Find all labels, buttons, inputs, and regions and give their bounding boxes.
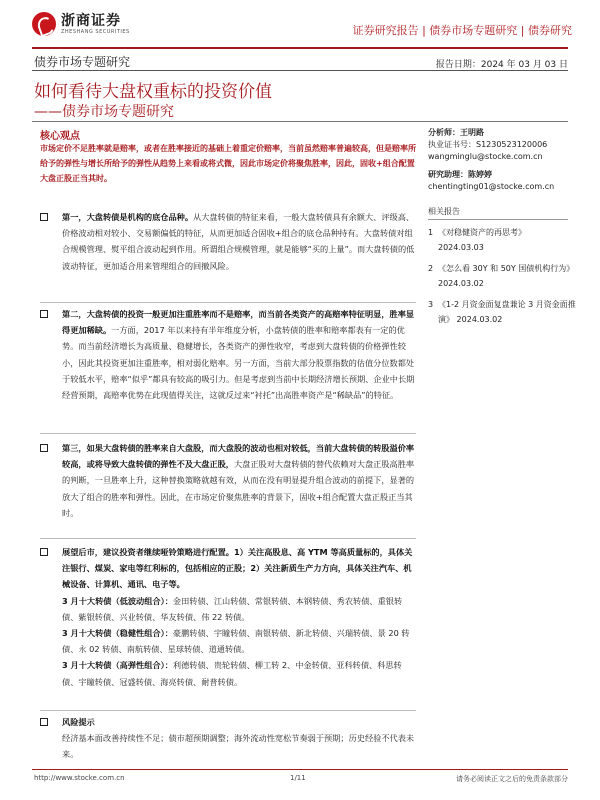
bullet-icon <box>40 444 48 452</box>
assistant-info <box>428 169 578 193</box>
related-divider <box>428 219 568 220</box>
header-category-nav: 证券研究报告 | 债券市场专题研究 | 债券研究 <box>352 24 572 37</box>
outlook-paragraph <box>40 544 416 690</box>
bullet-icon <box>40 310 48 318</box>
related-report-item[interactable]: 2 《怎么看 30Y 和 50Y 国债机构行为》 2024.03.02 <box>428 264 575 288</box>
report-date: 报告日期：2024 年 03 月 03 日 <box>435 60 568 70</box>
report-section-tag: 债券市场专题研究 <box>34 55 131 69</box>
page-header <box>0 0 600 46</box>
section-divider <box>40 538 416 539</box>
report-subtitle: ——债券市场专题研究 <box>34 104 174 120</box>
brand-name-cn: 浙商证券 <box>61 12 121 29</box>
related-report-date: 2024.03.03 <box>438 243 484 252</box>
assistant-label: 研究助理： <box>428 170 468 179</box>
section-divider <box>40 433 416 434</box>
related-report-date: 2024.03.02 <box>438 279 484 288</box>
title-divider-top <box>32 70 568 71</box>
logo-icon <box>32 12 56 36</box>
title-divider-bottom <box>32 121 568 122</box>
portfolio-label: 3 月十大转债（低波动组合）： <box>62 595 173 606</box>
paragraph-body: 从大盘转债的特征来看，一般大盘转债具有余额大、评级高、价格波动相对较小、交易额偏低的特征，从而更加适合固收+组合的底仓品种持有。大盘转债对组合规模管理、熨平组合波动起到作用。所谓组合规模管理，就是能够“买的上量”。而大盘转债的低波动特征，更加适合用来管理组合的回撤风险。 <box>62 212 415 271</box>
related-report-title: 《对稳健资产的再思考》 <box>438 228 526 237</box>
company-logo <box>32 12 130 36</box>
risk-text: 经济基本面改善持续性不足；债市超预期调整；海外流动性宽松节奏弱于预期；历史经验不代表未来。 <box>62 733 415 760</box>
analyst-info <box>428 127 578 163</box>
assistant-email: chentingting01@stocke.com.cn <box>428 182 555 191</box>
bullet-icon <box>40 213 48 221</box>
portfolio-list: 金田转债、江山转债、常银转债、本钢转债、秀农转债、重银转债、紫银转债、兴业转债、华友转债、伟 22 转债。 <box>62 595 403 622</box>
analyst-name: 王明路 <box>460 128 484 137</box>
paragraph-lead: 第二，大盘转债的投资一般更加注重胜率而不是赔率，而当前各类资产的高赔率特征明显，胜率显得更加稀缺。 <box>62 309 415 336</box>
core-view-text: 市场定价不足胜率就是赔率，或者在胜率接近的基础上着重定价赔率，当前虽然赔率普遍较高，但是赔率所给予的弹性与增长所给予的弹性从趋势上来看或将式微，因此市场定价将聚焦胜率，因此，固收+组合配置大盘正股正当其时。 <box>40 144 416 183</box>
portfolio-list: 利德转债、贵轮转债、柳工转 2、中金转债、亚科转债、科思转债、宇瞳转债、冠盛转债、海亮转债、耐普转债。 <box>62 660 402 687</box>
outlook-text: 展望后市，建议投资者继续哑铃策略进行配置。1）关注高股息、高 YTM 等高质量标的，具体关注银行、煤炭、家电等红利标的，包括相应的正股；2）关注新质生产力方向，具体关注汽车、机械设备、计算机、通讯、电子等。 <box>62 547 413 590</box>
related-report-title: 《1-2 月资金面复盘兼论 3 月资金面推演》 <box>438 300 576 324</box>
report-title: 如何看待大盘权重标的投资价值 <box>34 82 272 102</box>
portfolio-group-1 <box>62 593 416 625</box>
portfolio-list: 豪鹏转债、宇瞳转债、南银转债、新北转债、兴瑞转债、景 20 转债、永 02 转债、南航转债、星球转债、道通转债。 <box>62 628 410 655</box>
related-report-title: 《怎么看 30Y 和 50Y 国债机构行为》 <box>438 264 575 273</box>
related-report-item[interactable]: 1 《对稳健资产的再思考》 2024.03.03 <box>428 228 526 252</box>
risk-heading: 风险提示 <box>62 717 95 727</box>
paragraph-body: 大盘正股对大盘转债的替代依赖对大盘正股高胜率的判断，一旦胜率上升，这种替换策略就越有效，从而在没有明显提升组合波动的前提下，显著的放大了组合的胜率和弹性。因此，在市场定价聚焦胜率的背景下，固收+组合配置大盘正股正当其时。 <box>62 459 415 518</box>
page-number: 1/11 <box>290 774 306 782</box>
header-divider <box>32 47 568 49</box>
portfolio-group-2 <box>62 625 416 657</box>
bullet-icon <box>40 548 48 556</box>
paragraph-3 <box>40 440 416 521</box>
related-reports <box>428 225 578 327</box>
related-heading: 相关报告 <box>428 207 460 216</box>
license-number: 执业证书号：S1230523120006 <box>428 140 548 149</box>
portfolio-label: 3 月十大转债（稳健性组合）： <box>62 628 173 639</box>
paragraph-1 <box>40 209 416 274</box>
paragraph-lead: 第一，大盘转债是机构的底仓品种。 <box>62 212 194 222</box>
related-report-date: 2024.03.02 <box>456 315 503 324</box>
paragraph-body: 一方面，2017 年以来持有半年维度分析，小盘转债的胜率和赔率都表有一定的优势。而当前经济增长为高质量、稳健增长，各类资产的弹性收窄，考虑到大盘转债的价格弹性较小，因此其投资更加注重胜率，相对弱化赔率。另一方面，当前大部分股票指数的估值分位数都处于较低水平，赔率“似乎”都具有较高的吸引力。但是考虑到当前中长期经济增长预期、企业中长期经营预期，高赔率优势在此现值得关注，这就反过来“衬托”出高胜率资产是“稀缺品”的特征。 <box>62 325 415 401</box>
section-divider <box>40 302 416 303</box>
portfolio-label: 3 月十大转债（高弹性组合）： <box>62 660 173 671</box>
paragraph-2 <box>40 306 416 403</box>
portfolio-group-3 <box>62 657 416 689</box>
section-divider <box>40 710 416 711</box>
footer-disclaimer: 请务必阅读正文之后的免责条款部分 <box>456 775 568 783</box>
footer-divider <box>32 769 568 770</box>
risk-section <box>40 714 416 763</box>
assistant-name: 陈婷婷 <box>468 170 492 179</box>
analyst-label: 分析师： <box>428 128 460 137</box>
bullet-icon <box>40 718 48 726</box>
brand-name-en: ZHESHANG SECURITIES <box>61 28 130 35</box>
core-view-heading: 核心观点 <box>40 131 80 142</box>
paragraph-lead: 第三，如果大盘转债的胜率来自大盘股，而大盘股的波动也相对较低，当前大盘转债的转股溢价率较高，或将导致大盘转债的弹性不及大盘正股， <box>62 443 415 470</box>
footer-url[interactable]: http://www.stocke.com.cn <box>34 774 125 782</box>
analyst-email: wangminglu@stocke.com.cn <box>428 152 543 161</box>
related-report-item[interactable]: 3 《1-2 月资金面复盘兼论 3 月资金面推演》 2024.03.02 <box>428 300 576 324</box>
